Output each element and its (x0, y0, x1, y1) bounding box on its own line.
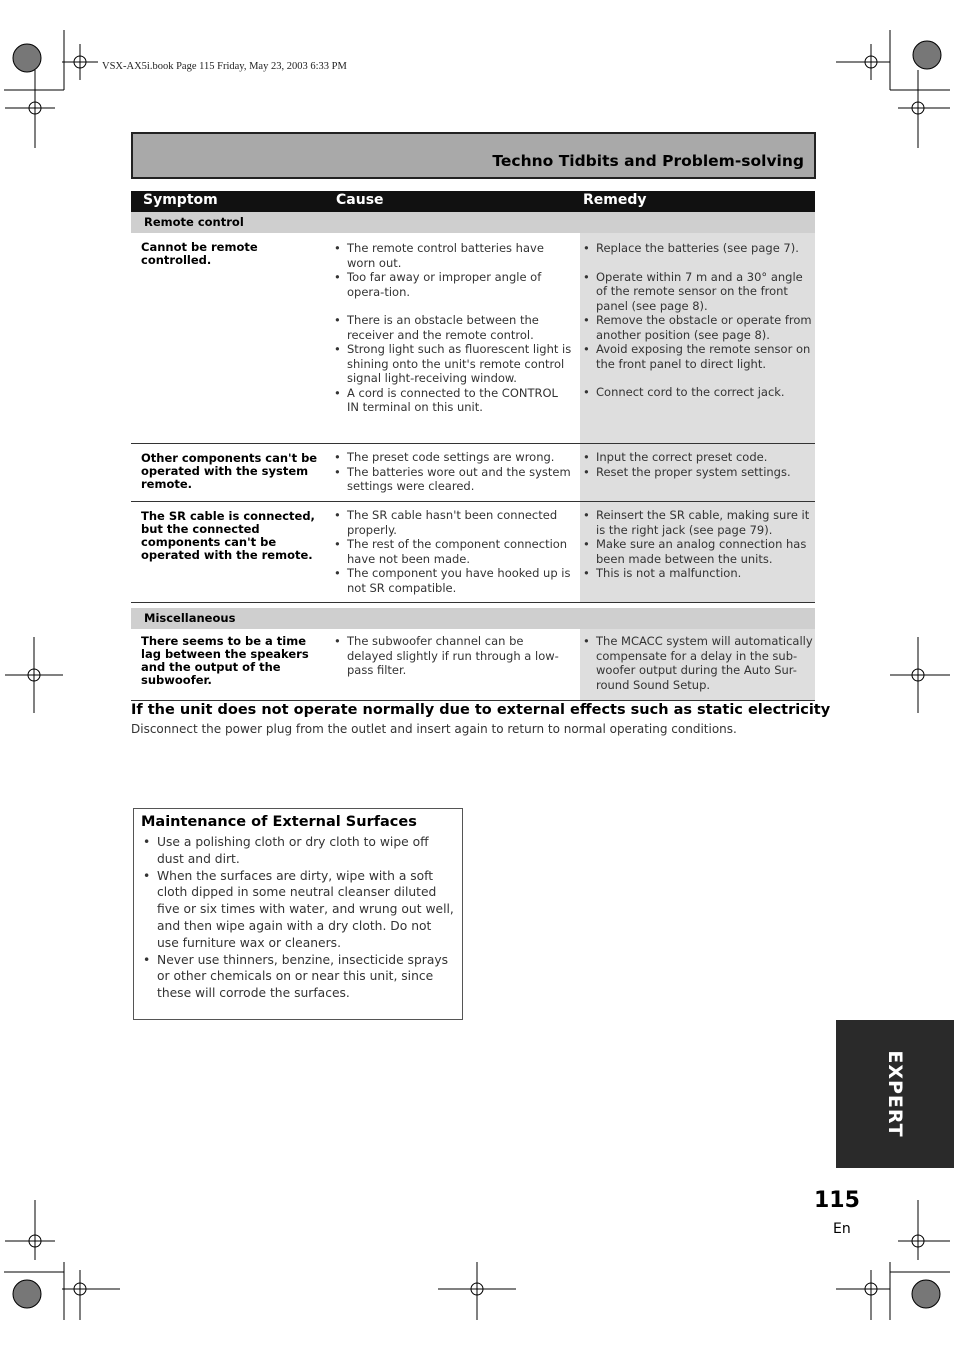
remedy-item: • Avoid exposing the remote sensor on the front panel to direct light. (583, 342, 815, 371)
symptom-cell: The SR cable is connected, but the connected components can't be operated with the remote. (141, 509, 315, 562)
remedy-item: • Remove the obstacle or operate from another position (see page 8). (583, 313, 815, 342)
cause-item: • The rest of the component connection have not been made. (334, 537, 572, 566)
remedy-list (583, 241, 815, 400)
cause-item: • The remote control batteries have worn out. (334, 241, 572, 270)
section-header-bar (131, 132, 816, 179)
cause-item: • The SR cable hasn't been connected properly. (334, 508, 572, 537)
side-tab-label: EXPERT (884, 1050, 906, 1138)
expert-side-tab (836, 1020, 954, 1168)
column-header-cause: Cause (336, 192, 384, 208)
cause-list (334, 508, 572, 595)
column-header-symptom: Symptom (143, 192, 218, 208)
file-info: VSX-AX5i.book Page 115 Friday, May 23, 2003 6:33 PM (102, 61, 347, 72)
cause-item: • A cord is connected to the CONTROL IN terminal on this unit. (334, 386, 572, 415)
remedy-item: • Reset the proper system settings. (583, 465, 815, 480)
maintenance-list (141, 834, 456, 1002)
maintenance-item: • Use a polishing cloth or dry cloth to wipe off dust and dirt. (141, 834, 456, 868)
cause-item: • Strong light such as fluorescent light is shining onto the unit's remote control signal light-receiving window. (334, 342, 572, 386)
remedy-item: • Reinsert the SR cable, making sure it is the right jack (see page 79). (583, 508, 815, 537)
static-electricity-heading: If the unit does not operate normally due to external effects such as static electricity (131, 702, 831, 718)
section-title: Techno Tidbits and Problem-solving (492, 152, 804, 170)
remedy-item: • Make sure an analog connection has been made between the units. (583, 537, 815, 566)
static-electricity-text: Disconnect the power plug from the outlet and insert again to return to normal operating conditions. (131, 722, 737, 736)
remedy-item: • This is not a malfunction. (583, 566, 815, 581)
page-language: En (833, 1221, 851, 1237)
cause-item: • There is an obstacle between the receiver and the remote control. (334, 313, 572, 342)
table-header (131, 191, 815, 212)
cause-list (334, 450, 572, 494)
symptom-cell: Cannot be remote controlled. (141, 240, 258, 267)
symptom-cell: There seems to be a time lag between the speakers and the output of the subwoofer. (141, 634, 309, 687)
remedy-item: • Operate within 7 m and a 30° angle of the remote sensor on the front panel (see page 8). (583, 270, 815, 314)
cause-item: • The component you have hooked up is not SR compatible. (334, 566, 572, 595)
remedy-item: • The MCACC system will automatically compensate for a delay in the sub-woofer output during the Auto Sur-round Sound Setup. (583, 634, 815, 692)
maintenance-item: • When the surfaces are dirty, wipe with a soft cloth dipped in some neutral cleanser diluted five or six times with water, and wrung out well, and then wipe again with a dry cloth. Do not use furniture wax or cleaners. (141, 868, 456, 952)
cause-list (334, 241, 572, 415)
section-label: Miscellaneous (144, 611, 236, 625)
column-header-remedy: Remedy (583, 192, 647, 208)
remedy-list (583, 508, 815, 581)
remedy-item: • Connect cord to the correct jack. (583, 385, 815, 400)
cause-item: • The subwoofer channel can be delayed slightly if run through a low-pass filter. (334, 634, 572, 678)
symptom-cell: Other components can't be operated with the system remote. (141, 451, 318, 491)
maintenance-title: Maintenance of External Surfaces (141, 814, 417, 830)
cause-item: • The preset code settings are wrong. (334, 450, 572, 465)
section-row-miscellaneous (131, 608, 815, 629)
remedy-list (583, 634, 815, 692)
section-row-remote-control (131, 212, 815, 233)
cause-item: • Too far away or improper angle of opera-tion. (334, 270, 572, 299)
table-row (131, 502, 815, 603)
cause-item: • The batteries wore out and the system settings were cleared. (334, 465, 572, 494)
table-row (131, 629, 815, 701)
troubleshooting-table (131, 191, 815, 701)
maintenance-item: • Never use thinners, benzine, insecticide sprays or other chemicals on or near this unit, since these will corrode the surfaces. (141, 952, 456, 1002)
table-row (131, 233, 815, 444)
page-number: 115 (814, 1188, 860, 1213)
maintenance-box (133, 808, 463, 1020)
remedy-item: • Input the correct preset code. (583, 450, 815, 465)
cause-list (334, 634, 572, 678)
section-label: Remote control (144, 215, 244, 229)
table-row (131, 444, 815, 502)
remedy-item: • Replace the batteries (see page 7). (583, 241, 815, 256)
remedy-list (583, 450, 815, 479)
